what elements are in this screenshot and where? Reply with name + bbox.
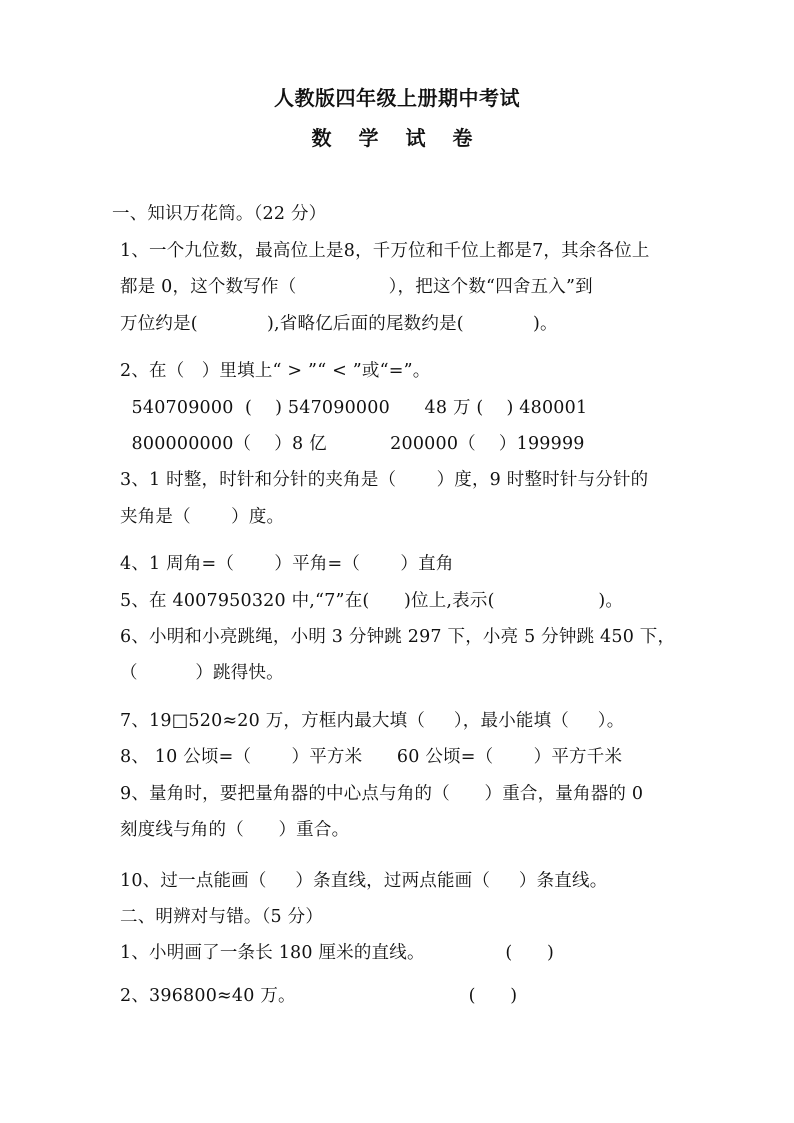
section-2-heading: 二、明辨对与错。（5 分） <box>120 907 324 927</box>
question-6-line-2: （ ）跳得快。 <box>120 663 284 683</box>
question-5: 5、在 4007950320 中,“7”在( )位上,表示( )。 <box>120 591 624 611</box>
question-2-line-1: 2、在（ ）里填上“ > ”“ < ”或“=”。 <box>120 361 431 381</box>
section-2-question-1: 1、小明画了一条长 180 厘米的直线。 ( ) <box>120 943 554 963</box>
question-1-line-1: 1、一个九位数，最高位上是8，千万位和千位上都是7，其余各位上 <box>120 241 650 261</box>
question-10: 10、过一点能画（ ）条直线，过两点能画（ ）条直线。 <box>120 871 608 891</box>
question-6-line-1: 6、小明和小亮跳绳，小明 3 分钟跳 297 下，小亮 5 分钟跳 450 下， <box>120 627 676 647</box>
section-2-question-2: 2、396800≈40 万。 ( ) <box>120 986 518 1006</box>
question-3-line-2: 夹角是（ ）度。 <box>120 507 285 527</box>
section-1-heading: 一、知识万花筒。（22 分） <box>112 204 327 224</box>
question-2-line-2: 540709000 ( ) 547090000 48 万 ( ) 480001 <box>120 398 588 418</box>
question-7: 7、19□520≈20 万，方框内最大填（ ），最小能填（ ）。 <box>120 711 625 731</box>
question-3-line-1: 3、1 时整，时针和分针的夹角是（ ）度，9 时整时针与分针的 <box>120 470 649 490</box>
page-subtitle: 数 学 试 卷 <box>311 126 483 150</box>
question-1-line-2: 都是 0，这个数写作（ ），把这个数“四舍五入”到 <box>120 277 593 297</box>
page-title: 人教版四年级上册期中考试 <box>274 86 520 110</box>
question-2-line-3: 800000000（ ）8 亿 200000（ ）199999 <box>120 434 585 454</box>
question-8: 8、 10 公顷=（ ）平方米 60 公顷=（ ）平方千米 <box>120 747 623 767</box>
question-1-line-3: 万位约是( ),省略亿后面的尾数约是( )。 <box>120 314 558 334</box>
question-9-line-2: 刻度线与角的（ ）重合。 <box>120 820 350 840</box>
question-9-line-1: 9、量角时，要把量角器的中心点与角的（ ）重合，量角器的 0 <box>120 784 644 804</box>
question-4: 4、1 周角=（ ）平角=（ ）直角 <box>120 554 454 574</box>
